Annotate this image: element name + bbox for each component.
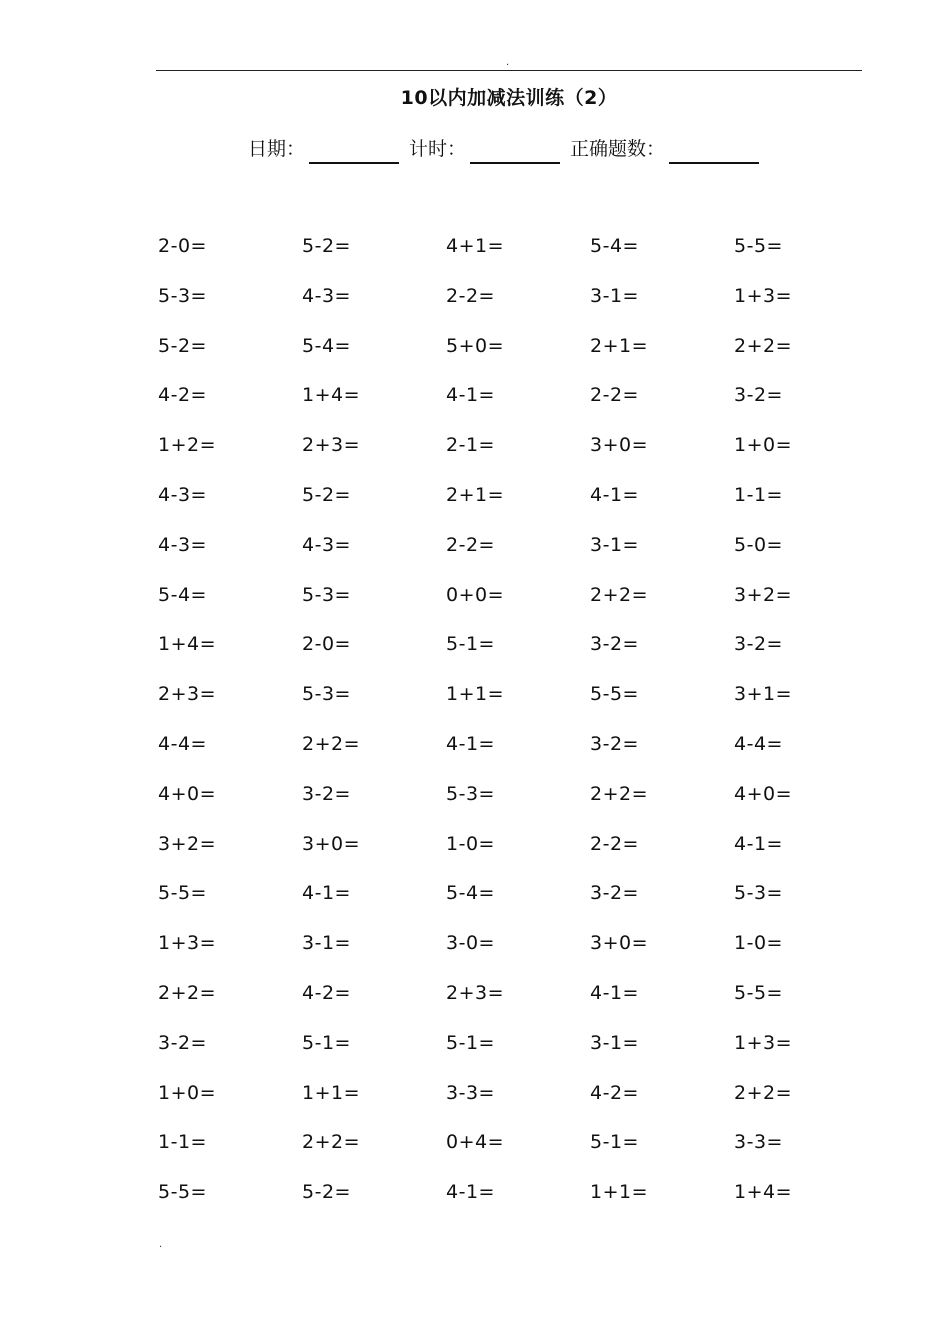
- problem-item: 1+1=: [590, 1181, 649, 1204]
- top-mark: .: [506, 57, 510, 68]
- problem-item: 5-5=: [158, 882, 207, 905]
- problem-item: 2+3=: [446, 981, 505, 1004]
- problem-item: 4-4=: [734, 732, 783, 755]
- problem-row: [158, 1124, 878, 1174]
- problem-item: 3-1=: [302, 932, 351, 955]
- problem-item: 4-2=: [302, 981, 351, 1004]
- problem-item: 2+3=: [158, 683, 217, 706]
- problem-item: 3-1=: [590, 533, 639, 556]
- problem-row: [158, 676, 878, 726]
- problem-item: 5-5=: [734, 981, 783, 1004]
- problem-item: 5-3=: [158, 284, 207, 307]
- problem-item: 1-1=: [158, 1131, 207, 1154]
- problem-item: 5-0=: [734, 533, 783, 556]
- problem-item: 5-3=: [446, 782, 495, 805]
- problem-item: 5-4=: [590, 235, 639, 257]
- problem-item: 1-0=: [734, 932, 783, 955]
- timer-field: [409, 134, 560, 164]
- problem-item: 2-2=: [446, 533, 495, 556]
- problem-item: 5-1=: [446, 1031, 495, 1054]
- problem-row: [158, 377, 878, 427]
- problem-item: 2+3=: [302, 434, 361, 457]
- problem-item: 2+2=: [302, 1131, 361, 1154]
- problem-item: 2+1=: [590, 334, 649, 357]
- date-blank[interactable]: [309, 136, 399, 164]
- problem-item: 2-0=: [302, 633, 351, 656]
- problem-item: 3-1=: [590, 1031, 639, 1054]
- problem-item: 2+2=: [734, 334, 793, 357]
- timer-label: 计时：: [409, 138, 467, 160]
- score-label: 正确题数：: [570, 138, 666, 160]
- problem-item: 3+1=: [734, 683, 793, 706]
- problem-item: 4-3=: [158, 533, 207, 556]
- problem-item: 2+2=: [590, 782, 649, 805]
- problem-item: 3+0=: [590, 932, 649, 955]
- problem-item: 2+2=: [590, 583, 649, 606]
- problem-item: 4-1=: [734, 832, 783, 855]
- problem-item: 1+0=: [158, 1081, 217, 1104]
- problem-item: 4-3=: [302, 284, 351, 307]
- problem-item: 3-2=: [158, 1031, 207, 1054]
- problem-item: 1+4=: [158, 633, 217, 656]
- problem-item: 4+0=: [158, 782, 217, 805]
- problem-item: 3-1=: [590, 284, 639, 307]
- problem-item: 2+1=: [446, 483, 505, 506]
- problem-item: 2-2=: [590, 384, 639, 407]
- problem-item: 5-2=: [158, 334, 207, 357]
- problem-item: 5-1=: [446, 633, 495, 656]
- problem-row: [158, 228, 878, 278]
- problem-item: 2-1=: [446, 434, 495, 457]
- problem-item: 3-2=: [590, 882, 639, 905]
- problem-item: 4-4=: [158, 732, 207, 755]
- problem-item: 4+0=: [734, 782, 793, 805]
- problem-item: 5-3=: [302, 583, 351, 606]
- problem-item: 1+4=: [302, 384, 361, 407]
- problem-item: 1+3=: [734, 284, 793, 307]
- problem-row: [158, 1025, 878, 1075]
- problem-row: [158, 726, 878, 776]
- problem-item: 4-2=: [158, 384, 207, 407]
- problem-item: 5-4=: [158, 583, 207, 606]
- date-label: 日期：: [248, 138, 306, 160]
- problem-item: 2-2=: [590, 832, 639, 855]
- problem-item: 3-3=: [446, 1081, 495, 1104]
- problem-item: 1+1=: [302, 1081, 361, 1104]
- header-rule: [156, 70, 862, 71]
- problem-row: [158, 328, 878, 378]
- info-row: [248, 132, 769, 164]
- problem-item: 5-3=: [734, 882, 783, 905]
- problem-row: [158, 1174, 878, 1224]
- problem-item: 2+2=: [734, 1081, 793, 1104]
- problem-row: [158, 527, 878, 577]
- problem-item: 3-2=: [734, 633, 783, 656]
- problem-item: 4-1=: [446, 384, 495, 407]
- problem-item: 5-2=: [302, 1181, 351, 1204]
- page-title: 10以内加减法训练（2）: [400, 87, 618, 109]
- problem-item: 2-0=: [158, 235, 207, 257]
- problem-row: [158, 975, 878, 1025]
- problem-item: 4-1=: [590, 981, 639, 1004]
- problem-item: 4+1=: [446, 235, 505, 257]
- problem-item: 5-4=: [446, 882, 495, 905]
- problem-item: 3-2=: [590, 633, 639, 656]
- problem-item: 4-3=: [158, 483, 207, 506]
- bottom-mark: .: [159, 1239, 163, 1250]
- problem-item: 1+3=: [734, 1031, 793, 1054]
- problem-item: 4-1=: [446, 1181, 495, 1204]
- problem-grid: [158, 228, 878, 1224]
- problem-row: [158, 427, 878, 477]
- problem-item: 3-2=: [590, 732, 639, 755]
- problem-row: [158, 875, 878, 925]
- problem-row: [158, 577, 878, 627]
- problem-item: 3+0=: [590, 434, 649, 457]
- problem-row: [158, 925, 878, 975]
- problem-row: [158, 278, 878, 328]
- problem-item: 2+2=: [302, 732, 361, 755]
- score-blank[interactable]: [669, 136, 759, 164]
- problem-item: 5-4=: [302, 334, 351, 357]
- problem-item: 1-0=: [446, 832, 495, 855]
- problem-item: 1-1=: [734, 483, 783, 506]
- problem-item: 5+0=: [446, 334, 505, 357]
- problem-item: 1+3=: [158, 932, 217, 955]
- problem-row: [158, 1075, 878, 1125]
- problem-item: 5-3=: [302, 683, 351, 706]
- problem-item: 0+0=: [446, 583, 505, 606]
- problem-item: 4-1=: [590, 483, 639, 506]
- problem-item: 3-2=: [734, 384, 783, 407]
- problem-item: 3-3=: [734, 1131, 783, 1154]
- problem-item: 5-5=: [734, 235, 783, 257]
- problem-item: 4-2=: [590, 1081, 639, 1104]
- timer-blank[interactable]: [470, 136, 560, 164]
- problem-item: 3+2=: [734, 583, 793, 606]
- problem-item: 2+2=: [158, 981, 217, 1004]
- problem-row: [158, 826, 878, 876]
- score-field: [570, 134, 759, 164]
- problem-row: [158, 626, 878, 676]
- problem-row: [158, 776, 878, 826]
- problem-item: 2-2=: [446, 284, 495, 307]
- problem-item: 5-5=: [590, 683, 639, 706]
- problem-item: 1+0=: [734, 434, 793, 457]
- problem-item: 3+0=: [302, 832, 361, 855]
- problem-item: 0+4=: [446, 1131, 505, 1154]
- problem-item: 3-2=: [302, 782, 351, 805]
- problem-item: 4-1=: [302, 882, 351, 905]
- problem-item: 3+2=: [158, 832, 217, 855]
- problem-item: 1+2=: [158, 434, 217, 457]
- problem-item: 1+4=: [734, 1181, 793, 1204]
- problem-item: 5-1=: [302, 1031, 351, 1054]
- problem-item: 4-3=: [302, 533, 351, 556]
- problem-item: 5-5=: [158, 1181, 207, 1204]
- problem-item: 5-2=: [302, 483, 351, 506]
- problem-row: [158, 477, 878, 527]
- problem-item: 3-0=: [446, 932, 495, 955]
- problem-item: 5-2=: [302, 235, 351, 257]
- date-field: [248, 134, 399, 164]
- problem-item: 1+1=: [446, 683, 505, 706]
- problem-item: 4-1=: [446, 732, 495, 755]
- problem-item: 5-1=: [590, 1131, 639, 1154]
